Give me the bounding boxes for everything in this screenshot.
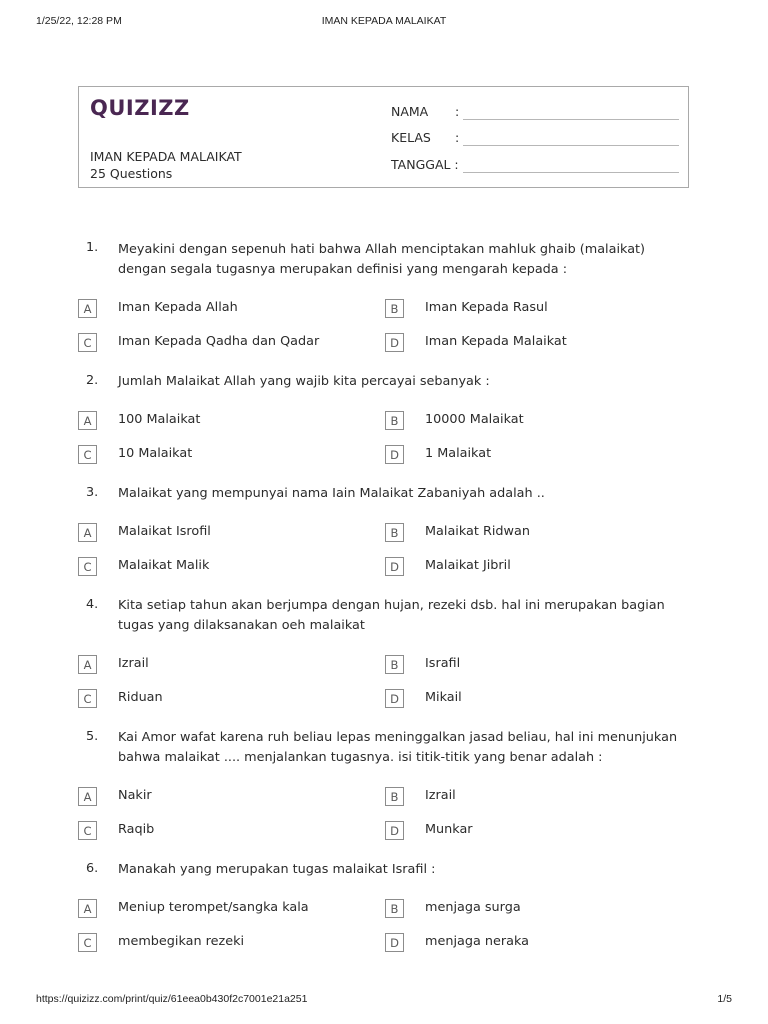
print-footer: [36, 993, 732, 1009]
option-text: Meniup terompet/sangka kala: [118, 900, 309, 915]
tanggal-label: TANGGAL :: [391, 157, 459, 172]
option-letter-box: B: [385, 899, 404, 918]
kelas-write-line: [463, 145, 679, 146]
option-text: Iman Kepada Allah: [118, 300, 238, 315]
print-header: [36, 15, 732, 31]
option-text: Malaikat Ridwan: [425, 524, 530, 539]
option-letter-box: A: [78, 787, 97, 806]
option-letter-box: B: [385, 299, 404, 318]
question-number: 2.: [86, 373, 99, 388]
option-text: Nakir: [118, 788, 152, 803]
question-number: 4.: [86, 597, 99, 612]
option-text: 10000 Malaikat: [425, 412, 524, 427]
question-text: Meyakini dengan sepenuh hati bahwa Allah menciptakan mahluk ghaib (malaikat) dengan segala tugasnya merupakan definisi yang mengarah kepada :: [118, 242, 646, 277]
question-text: Kita setiap tahun akan berjumpa dengan hujan, rezeki dsb. hal ini merupakan bagian tugas yang dilaksanakan oeh malaikat: [118, 598, 665, 633]
option-text: membegikan rezeki: [118, 934, 245, 949]
quizizz-logo: QUIZIZZ: [90, 96, 190, 120]
option-letter-box: C: [78, 821, 97, 840]
option-text: Malaikat Jibril: [425, 558, 511, 573]
option-letter-box: A: [78, 899, 97, 918]
option-text: Malaikat Isrofil: [118, 524, 211, 539]
option-letter-box: A: [78, 299, 97, 318]
kelas-label: KELAS: [391, 130, 431, 145]
option-letter-box: C: [78, 689, 97, 708]
kelas-colon: :: [455, 130, 460, 145]
option-text: Raqib: [118, 822, 155, 837]
option-letter-box: D: [385, 689, 404, 708]
option-letter-box: D: [385, 333, 404, 352]
option-text: 100 Malaikat: [118, 412, 201, 427]
nama-colon: :: [455, 104, 460, 119]
option-letter-box: D: [385, 445, 404, 464]
question-text: Manakah yang merupakan tugas malaikat Israfil :: [118, 862, 436, 877]
print-title: IMAN KEPADA MALAIKAT: [321, 15, 447, 27]
option-text: Israfil: [425, 656, 461, 671]
quiz-header-card: [78, 86, 689, 188]
option-text: Iman Kepada Malaikat: [425, 334, 567, 349]
question-number: 1.: [86, 240, 99, 255]
option-letter-box: D: [385, 933, 404, 952]
question-number: 6.: [86, 861, 99, 876]
question-number: 5.: [86, 729, 99, 744]
option-text: Iman Kepada Rasul: [425, 300, 548, 315]
tanggal-write-line: [463, 172, 679, 173]
print-url: https://quizizz.com/print/quiz/61eea0b430f2c7001e21a251: [36, 993, 308, 1005]
question-number: 3.: [86, 485, 99, 500]
option-letter-box: A: [78, 523, 97, 542]
option-text: Malaikat Malik: [118, 558, 210, 573]
option-text: 1 Malaikat: [425, 446, 492, 461]
question-count: 25 Questions: [90, 166, 173, 181]
option-letter-box: C: [78, 557, 97, 576]
option-letter-box: A: [78, 655, 97, 674]
option-letter-box: D: [385, 821, 404, 840]
print-datetime: 1/25/22, 12:28 PM: [36, 15, 122, 27]
option-letter-box: D: [385, 557, 404, 576]
nama-write-line: [463, 119, 679, 120]
option-letter-box: B: [385, 523, 404, 542]
option-text: Izrail: [118, 656, 149, 671]
option-letter-box: B: [385, 411, 404, 430]
option-letter-box: C: [78, 333, 97, 352]
page-number: 1/5: [717, 993, 732, 1005]
option-text: menjaga neraka: [425, 934, 529, 949]
quiz-title: IMAN KEPADA MALAIKAT: [90, 149, 242, 164]
option-letter-box: B: [385, 655, 404, 674]
nama-label: NAMA: [391, 104, 429, 119]
question-text: Kai Amor wafat karena ruh beliau lepas meninggalkan jasad beliau, hal ini menunjukan bahwa malaikat .... menjalankan tugasnya. isi titik-titik yang benar adalah :: [118, 730, 678, 765]
option-letter-box: A: [78, 411, 97, 430]
option-letter-box: C: [78, 933, 97, 952]
option-text: Mikail: [425, 690, 462, 705]
question-text: Jumlah Malaikat Allah yang wajib kita percayai sebanyak :: [118, 374, 490, 389]
option-text: 10 Malaikat: [118, 446, 193, 461]
option-text: Munkar: [425, 822, 473, 837]
option-text: Iman Kepada Qadha dan Qadar: [118, 334, 320, 349]
option-letter-box: B: [385, 787, 404, 806]
option-text: Riduan: [118, 690, 163, 705]
option-text: Izrail: [425, 788, 456, 803]
option-text: menjaga surga: [425, 900, 521, 915]
question-text: Malaikat yang mempunyai nama Iain Malaikat Zabaniyah adalah ..: [118, 486, 545, 501]
option-letter-box: C: [78, 445, 97, 464]
